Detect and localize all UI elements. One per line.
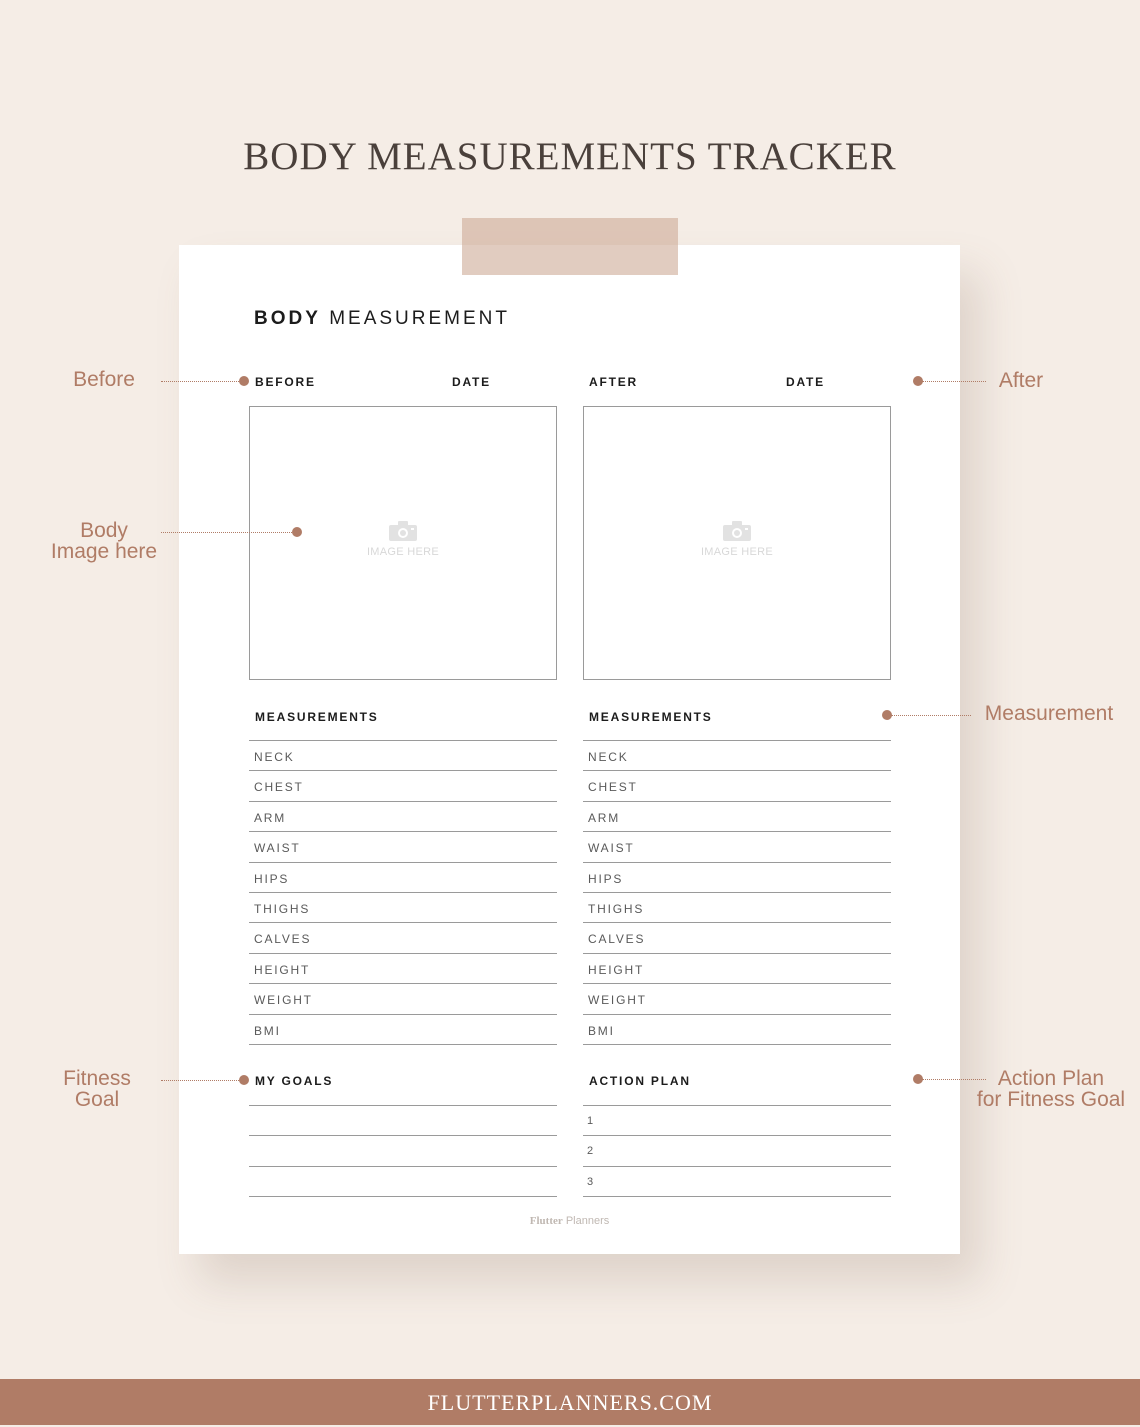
brand-bold: Flutter xyxy=(529,1215,563,1227)
measurement-row[interactable] xyxy=(583,1015,891,1045)
planner-sheet xyxy=(179,245,960,1254)
measurement-label: THIGHS xyxy=(254,901,311,916)
measurement-row[interactable] xyxy=(249,1015,557,1045)
before-label: BEFORE xyxy=(255,375,316,389)
measurement-row[interactable] xyxy=(583,923,891,953)
measurement-label: BMI xyxy=(254,1023,281,1038)
measurement-row[interactable] xyxy=(583,802,891,832)
before-measurements-label: MEASUREMENTS xyxy=(255,710,379,724)
goal-line[interactable] xyxy=(249,1167,557,1197)
measurement-row[interactable] xyxy=(249,802,557,832)
after-label: AFTER xyxy=(589,375,638,389)
measurement-row[interactable] xyxy=(249,832,557,862)
measurement-label: CALVES xyxy=(588,932,646,947)
image-placeholder: IMAGE HERE xyxy=(700,546,774,558)
leader-line xyxy=(161,1080,241,1081)
footer-url-bar[interactable]: FLUTTERPLANNERS.COM xyxy=(0,1379,1140,1425)
annotation-body-image-line2: Image here xyxy=(50,540,158,563)
annotation-fitness-goal-line2: Goal xyxy=(74,1088,120,1111)
after-date-label: DATE xyxy=(786,375,825,389)
action-plan-line[interactable] xyxy=(583,1106,891,1136)
measurement-label: NECK xyxy=(588,750,629,764)
measurement-label: NECK xyxy=(254,750,295,764)
washi-tape xyxy=(462,218,678,275)
leader-line xyxy=(161,381,241,382)
annotation-dot xyxy=(239,1075,249,1085)
action-plan-label: ACTION PLAN xyxy=(589,1074,691,1088)
after-measurement-list xyxy=(583,740,891,1045)
annotation-before: Before xyxy=(73,368,135,391)
measurement-label: WEIGHT xyxy=(254,993,313,1008)
measurement-row[interactable] xyxy=(583,771,891,801)
measurement-row[interactable] xyxy=(249,893,557,923)
measurement-row[interactable] xyxy=(249,923,557,953)
goal-line[interactable] xyxy=(249,1136,557,1166)
annotation-fitness-goal xyxy=(38,1068,156,1110)
measurement-label: CHEST xyxy=(254,780,304,795)
annotation-action-plan-line1: Action Plan xyxy=(997,1067,1105,1090)
leader-line xyxy=(161,532,294,533)
measurement-label: HIPS xyxy=(254,871,290,886)
annotation-after: After xyxy=(998,369,1044,392)
measurement-row[interactable] xyxy=(583,984,891,1014)
measurement-label: BMI xyxy=(588,1023,615,1038)
camera-icon xyxy=(723,521,751,541)
measurement-row[interactable] xyxy=(583,741,891,771)
measurement-row[interactable] xyxy=(583,954,891,984)
annotation-body-image xyxy=(40,520,168,562)
measurement-row[interactable] xyxy=(249,863,557,893)
measurement-label: HEIGHT xyxy=(588,962,645,977)
annotation-measurement: Measurement xyxy=(984,702,1114,725)
before-image-box[interactable] xyxy=(249,406,557,680)
annotation-action-plan xyxy=(972,1068,1130,1110)
measurement-label: ARM xyxy=(254,810,287,825)
my-goals-label: MY GOALS xyxy=(255,1074,334,1088)
measurement-row[interactable] xyxy=(583,832,891,862)
measurement-row[interactable] xyxy=(249,741,557,771)
after-measurements-label: MEASUREMENTS xyxy=(589,710,713,724)
leader-line xyxy=(891,715,971,716)
measurement-row[interactable] xyxy=(249,954,557,984)
leader-line xyxy=(922,381,986,382)
measurement-label: THIGHS xyxy=(588,901,645,916)
action-plan-number: 3 xyxy=(587,1175,594,1188)
measurement-label: HIPS xyxy=(588,871,624,886)
action-plan-line[interactable] xyxy=(583,1167,891,1197)
measurement-label: CHEST xyxy=(588,780,638,795)
measurement-label: WEIGHT xyxy=(588,993,647,1008)
annotation-dot xyxy=(292,527,302,537)
measurement-label: CALVES xyxy=(254,932,312,947)
measurement-row[interactable] xyxy=(249,984,557,1014)
before-measurement-list xyxy=(249,740,557,1045)
goals-list xyxy=(249,1105,557,1197)
image-placeholder: IMAGE HERE xyxy=(366,546,440,558)
annotation-dot xyxy=(239,376,249,386)
sheet-heading xyxy=(254,308,510,330)
page-title: BODY MEASUREMENTS TRACKER xyxy=(243,135,897,178)
measurement-row[interactable] xyxy=(583,893,891,923)
measurement-label: WAIST xyxy=(254,841,301,856)
before-date-label: DATE xyxy=(452,375,491,389)
measurement-row[interactable] xyxy=(249,771,557,801)
measurement-row[interactable] xyxy=(583,863,891,893)
camera-icon xyxy=(389,521,417,541)
sheet-heading-bold: BODY xyxy=(254,308,321,329)
sheet-brand xyxy=(179,1215,960,1227)
action-plan-line[interactable] xyxy=(583,1136,891,1166)
sheet-heading-rest: MEASUREMENT xyxy=(329,308,510,329)
measurement-label: HEIGHT xyxy=(254,962,311,977)
goal-line[interactable] xyxy=(249,1106,557,1136)
annotation-body-image-line1: Body xyxy=(80,519,128,542)
action-plan-number: 2 xyxy=(587,1145,594,1158)
brand-rest: Planners xyxy=(565,1215,610,1227)
measurement-label: WAIST xyxy=(588,841,635,856)
annotation-fitness-goal-line1: Fitness xyxy=(63,1067,131,1090)
action-plan-number: 1 xyxy=(587,1115,594,1127)
after-image-box[interactable] xyxy=(583,406,891,680)
annotation-action-plan-line2: for Fitness Goal xyxy=(976,1088,1126,1111)
action-plan-list xyxy=(583,1105,891,1197)
measurement-label: ARM xyxy=(588,810,621,825)
